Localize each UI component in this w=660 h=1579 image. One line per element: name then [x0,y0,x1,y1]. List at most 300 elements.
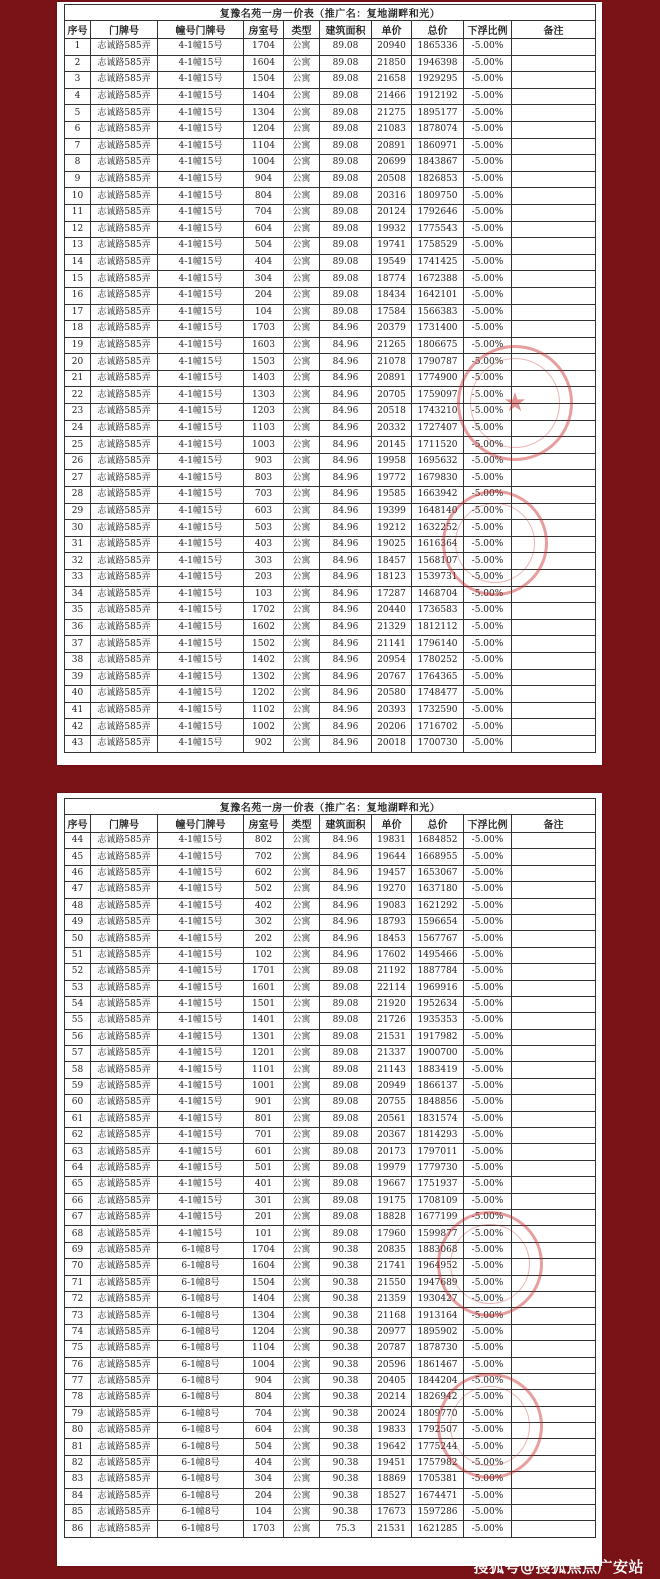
table-cell: 40 [65,686,91,703]
table-cell: -5.00% [464,404,512,421]
table-cell: 903 [244,453,284,470]
table-cell: 71 [65,1275,91,1291]
table-cell: 公寓 [284,88,320,105]
table-cell: 21337 [372,1046,412,1062]
table-cell: 21143 [372,1062,412,1078]
table-cell: 公寓 [284,1390,320,1406]
table-cell: 志诚路585弄 [91,387,158,404]
table-cell [512,586,596,603]
table-cell: 4-1幢15号 [158,603,244,620]
table-cell: 1504 [244,72,284,89]
table-cell: 1602 [244,619,284,636]
table-cell: 2 [65,55,91,72]
table-cell: 公寓 [284,470,320,487]
table-body [65,39,596,753]
table-cell: 90.38 [320,1439,372,1455]
table-cell: 4-1幢15号 [158,1160,244,1176]
table-cell: -5.00% [464,586,512,603]
table-cell: 1883419 [412,1062,464,1078]
table-cell: 1757982 [412,1455,464,1471]
table-cell: 20977 [372,1324,412,1340]
table-cell: 公寓 [284,1521,320,1537]
table-cell: 6-1幢8号 [158,1406,244,1422]
table-cell: 902 [244,735,284,752]
table-cell [512,833,596,849]
table-cell: -5.00% [464,72,512,89]
table-cell: 公寓 [284,354,320,371]
table-cell: 4-1幢15号 [158,470,244,487]
table-cell: 公寓 [284,1324,320,1340]
table-cell: 35 [65,603,91,620]
table-cell [512,1423,596,1439]
table-cell: 84.96 [320,702,372,719]
table-cell [512,271,596,288]
table-row [65,1341,596,1357]
table-cell: 1679830 [412,470,464,487]
table-cell: 1792646 [412,204,464,221]
table-cell: 1809750 [412,188,464,205]
table-cell: 1969916 [412,980,464,996]
table-cell [512,221,596,238]
table-cell: 公寓 [284,898,320,914]
table-cell: 801 [244,1111,284,1127]
table-cell: 公寓 [284,536,320,553]
table-cell: 1304 [244,1308,284,1324]
table-cell [512,636,596,653]
table-cell: -5.00% [464,603,512,620]
table-cell: 志诚路585弄 [91,652,158,669]
table-row [65,254,596,271]
table-cell: 1861467 [412,1357,464,1373]
table-cell: 1930427 [412,1291,464,1307]
table-cell: 志诚路585弄 [91,1275,158,1291]
table-cell: -5.00% [464,321,512,338]
table-cell: 志诚路585弄 [91,619,158,636]
table-cell [512,1078,596,1094]
table-cell: 4-1幢15号 [158,669,244,686]
table-row [65,536,596,553]
table-cell: 201 [244,1209,284,1225]
table-cell: 志诚路585弄 [91,271,158,288]
table-cell: 84.96 [320,865,372,881]
table-row [65,947,596,963]
table-cell: 4-1幢15号 [158,520,244,537]
table-row [65,1144,596,1160]
table-cell: 19642 [372,1439,412,1455]
table-cell [512,553,596,570]
table-row [65,686,596,703]
table-cell: 84.96 [320,570,372,587]
table-cell: 20332 [372,420,412,437]
table-cell: 67 [65,1209,91,1225]
table-cell: -5.00% [464,735,512,752]
table-cell: 公寓 [284,1455,320,1471]
table-cell: -5.00% [464,1013,512,1029]
table-cell: 1684852 [412,833,464,849]
table-cell: 1866137 [412,1078,464,1094]
table-cell: 1401 [244,1013,284,1029]
table-cell [512,1472,596,1488]
table-cell: 89.08 [320,105,372,122]
table-cell: 4-1幢15号 [158,964,244,980]
table-cell: 1501 [244,996,284,1012]
table-row [65,304,596,321]
table-cell: 89.08 [320,1193,372,1209]
table-cell [512,1488,596,1504]
table-cell: 18453 [372,931,412,947]
table-cell: 20561 [372,1111,412,1127]
table-cell: -5.00% [464,1357,512,1373]
table-cell: 78 [65,1390,91,1406]
table-cell: 20954 [372,652,412,669]
table-cell: 1503 [244,354,284,371]
table-cell: 1603 [244,337,284,354]
table-row [65,238,596,255]
table-cell: 89.08 [320,72,372,89]
table-cell: 21329 [372,619,412,636]
table-cell: 志诚路585弄 [91,586,158,603]
table-row [65,1193,596,1209]
table-cell: 38 [65,652,91,669]
table-row [65,287,596,304]
table-cell: 1539731 [412,570,464,587]
table-cell: 1812112 [412,619,464,636]
table-cell: 84.96 [320,719,372,736]
table-cell: -5.00% [464,1324,512,1340]
table-cell: 公寓 [284,686,320,703]
table-cell: 4-1幢15号 [158,686,244,703]
table-cell: 5 [65,105,91,122]
table-cell: 1674471 [412,1488,464,1504]
table-cell: 公寓 [284,619,320,636]
table-cell: 404 [244,1455,284,1471]
table-cell: 公寓 [284,996,320,1012]
table-cell: 84.96 [320,487,372,504]
table-cell: -5.00% [464,271,512,288]
table-row [65,980,596,996]
table-cell: 志诚路585弄 [91,1013,158,1029]
table-cell [512,121,596,138]
table-cell: 公寓 [284,1177,320,1193]
table-row [65,387,596,404]
table-cell: 4-1幢15号 [158,553,244,570]
table-cell: 4-1幢15号 [158,849,244,865]
table-cell: 4-1幢15号 [158,1013,244,1029]
table-cell: 志诚路585弄 [91,437,158,454]
table-cell: -5.00% [464,1472,512,1488]
table-cell [512,980,596,996]
table-row [65,271,596,288]
table-cell [512,1242,596,1258]
table-cell: 84.96 [320,337,372,354]
table-cell: 1567767 [412,931,464,947]
table-cell: 志诚路585弄 [91,520,158,537]
table-cell: 20767 [372,669,412,686]
table-cell: 志诚路585弄 [91,603,158,620]
table-cell: 90.38 [320,1275,372,1291]
header-cell: 类型 [284,815,320,833]
table-cell: 4-1幢15号 [158,221,244,238]
table-cell: -5.00% [464,1373,512,1389]
table-cell: 志诚路585弄 [91,1029,158,1045]
table-cell: 20755 [372,1095,412,1111]
header-row [65,815,596,833]
table-cell: 84.96 [320,686,372,703]
table-cell: 1806675 [412,337,464,354]
table-cell: 公寓 [284,155,320,172]
table-cell: 6-1幢8号 [158,1390,244,1406]
table-cell: 志诚路585弄 [91,996,158,1012]
table-cell: 63 [65,1144,91,1160]
table-cell: 301 [244,1193,284,1209]
table-cell: 1104 [244,138,284,155]
table-cell: 志诚路585弄 [91,1046,158,1062]
table-cell: 1935353 [412,1013,464,1029]
table-cell: 1826942 [412,1390,464,1406]
table-cell: 1101 [244,1062,284,1078]
table-cell: -5.00% [464,387,512,404]
table-cell: 19833 [372,1423,412,1439]
table-cell: -5.00% [464,1226,512,1242]
table-row [65,931,596,947]
table-cell: 1711520 [412,437,464,454]
table-cell: 89.08 [320,204,372,221]
table-cell: 19667 [372,1177,412,1193]
table-cell: 27 [65,470,91,487]
table-cell: 19741 [372,238,412,255]
table-cell [512,1013,596,1029]
table-cell: 志诚路585弄 [91,1373,158,1389]
table-cell: 公寓 [284,980,320,996]
header-cell: 总价 [412,815,464,833]
table-cell: 4-1幢15号 [158,304,244,321]
table-cell: 4-1幢15号 [158,1177,244,1193]
table-cell: 志诚路585弄 [91,1324,158,1340]
table-cell: 公寓 [284,964,320,980]
table-cell: 504 [244,238,284,255]
table-cell: 公寓 [284,1341,320,1357]
table-cell: 1566383 [412,304,464,321]
table-cell: 志诚路585弄 [91,88,158,105]
table-cell [512,287,596,304]
table-cell: 21920 [372,996,412,1012]
table-cell: 公寓 [284,387,320,404]
table-cell: -5.00% [464,503,512,520]
table-cell: 1790787 [412,354,464,371]
table-cell: 89.08 [320,1095,372,1111]
table-cell: 84.96 [320,882,372,898]
table-row [65,996,596,1012]
table-cell: 4-1幢15号 [158,1078,244,1094]
table-cell: 21 [65,370,91,387]
table-cell: 1751937 [412,1177,464,1193]
table-cell [512,39,596,56]
table-cell: -5.00% [464,304,512,321]
table-row [65,1029,596,1045]
table-cell: 公寓 [284,1505,320,1521]
table-cell: -5.00% [464,105,512,122]
table-cell [512,1209,596,1225]
table-cell: 4-1幢15号 [158,882,244,898]
table-cell: 21550 [372,1275,412,1291]
table-cell: 公寓 [284,453,320,470]
table-cell: 901 [244,1095,284,1111]
table-cell: 公寓 [284,487,320,504]
table-cell: -5.00% [464,221,512,238]
table-cell: -5.00% [464,1505,512,1521]
table-cell: 4-1幢15号 [158,204,244,221]
table-cell: 公寓 [284,287,320,304]
table-cell: -5.00% [464,1242,512,1258]
table-cell: 公寓 [284,833,320,849]
table-cell: 19831 [372,833,412,849]
table-cell: 公寓 [284,1423,320,1439]
table-cell: 6-1幢8号 [158,1455,244,1471]
table-cell: 1946398 [412,55,464,72]
table-cell: 志诚路585弄 [91,453,158,470]
table-row [65,882,596,898]
table-cell: 44 [65,833,91,849]
table-cell: 志诚路585弄 [91,1242,158,1258]
table-cell: 1758529 [412,238,464,255]
table-cell: 23 [65,404,91,421]
table-cell: 公寓 [284,1144,320,1160]
table-cell: 89.08 [320,55,372,72]
table-cell: 志诚路585弄 [91,1439,158,1455]
table-cell: 304 [244,271,284,288]
table-cell [512,652,596,669]
table-cell: 1502 [244,636,284,653]
table-cell: 20508 [372,171,412,188]
table-cell: 志诚路585弄 [91,1488,158,1504]
table-cell [512,1029,596,1045]
table-row [65,520,596,537]
table-cell: 702 [244,849,284,865]
table-cell: 21531 [372,1521,412,1537]
table-cell: 17 [65,304,91,321]
table-cell: 59 [65,1078,91,1094]
table-cell: 69 [65,1242,91,1258]
table-cell: 4-1幢15号 [158,155,244,172]
table-cell: 60 [65,1095,91,1111]
table-cell: 84.96 [320,735,372,752]
table-cell: 84.96 [320,536,372,553]
table-cell: 36 [65,619,91,636]
table-cell: -5.00% [464,619,512,636]
table-cell: 1596654 [412,914,464,930]
table-cell: 1616364 [412,536,464,553]
table-cell [512,1259,596,1275]
table-cell: 志诚路585弄 [91,1390,158,1406]
table-cell: 26 [65,453,91,470]
watermark: 搜狐号@搜狐焦点广安站 [473,1558,644,1576]
table-cell: 21192 [372,964,412,980]
header-cell: 备注 [512,21,596,39]
table-cell: 302 [244,914,284,930]
table-cell: 志诚路585弄 [91,1472,158,1488]
table-cell: 20 [65,354,91,371]
table-cell: 志诚路585弄 [91,487,158,504]
table-cell: 志诚路585弄 [91,947,158,963]
table-cell: 4-1幢15号 [158,1144,244,1160]
table-cell: 19025 [372,536,412,553]
table-cell [512,898,596,914]
table-cell: 4-1幢15号 [158,171,244,188]
table-cell: 17584 [372,304,412,321]
table-cell: -5.00% [464,155,512,172]
table-cell: 1703 [244,1521,284,1537]
table-cell: 18793 [372,914,412,930]
table-cell: 1597286 [412,1505,464,1521]
table-cell [512,138,596,155]
table-row [65,964,596,980]
table-cell: 1201 [244,1046,284,1062]
table-cell: 54 [65,996,91,1012]
table-cell: 6-1幢8号 [158,1242,244,1258]
table-cell: 1701 [244,964,284,980]
table-cell: 1204 [244,121,284,138]
table-cell: 1301 [244,1029,284,1045]
table-cell: 804 [244,1390,284,1406]
table-title: 复豫名苑一房一价表（推广名：复地湖畔和光） [65,5,596,21]
table-row [65,1390,596,1406]
table-cell: 30 [65,520,91,537]
table-cell [512,1291,596,1307]
table-cell: -5.00% [464,1406,512,1422]
table-cell [512,686,596,703]
table-cell: 102 [244,947,284,963]
table-row [65,636,596,653]
table-cell: 志诚路585弄 [91,188,158,205]
table-cell: 4-1幢15号 [158,72,244,89]
table-cell: 6-1幢8号 [158,1308,244,1324]
table-cell: 79 [65,1406,91,1422]
table-cell: -5.00% [464,980,512,996]
table-cell [512,570,596,587]
table-cell: 65 [65,1177,91,1193]
table-cell: 1102 [244,702,284,719]
table-cell: 4-1幢15号 [158,865,244,881]
table-cell: 1878074 [412,121,464,138]
table-cell: -5.00% [464,536,512,553]
table-cell: 1741425 [412,254,464,271]
table-cell: -5.00% [464,88,512,105]
table-cell: -5.00% [464,1341,512,1357]
table-cell: 公寓 [284,105,320,122]
table-cell: 公寓 [284,735,320,752]
table-cell: 志诚路585弄 [91,1259,158,1275]
price-table-1 [64,4,596,753]
table-cell: 4-1幢15号 [158,88,244,105]
table-cell: 1002 [244,719,284,736]
table-cell: 1402 [244,652,284,669]
table-cell: 48 [65,898,91,914]
table-cell [512,1177,596,1193]
table-cell: 19979 [372,1160,412,1176]
table-cell: 志诚路585弄 [91,171,158,188]
table-cell: 4-1幢15号 [158,735,244,752]
table-row [65,1406,596,1422]
table-cell: 1913164 [412,1308,464,1324]
table-cell [512,503,596,520]
table-cell: -5.00% [464,1488,512,1504]
table-row [65,1521,596,1537]
table-row [65,1013,596,1029]
table-cell: 19932 [372,221,412,238]
table-cell [512,1341,596,1357]
table-cell: 404 [244,254,284,271]
table-cell: 602 [244,865,284,881]
